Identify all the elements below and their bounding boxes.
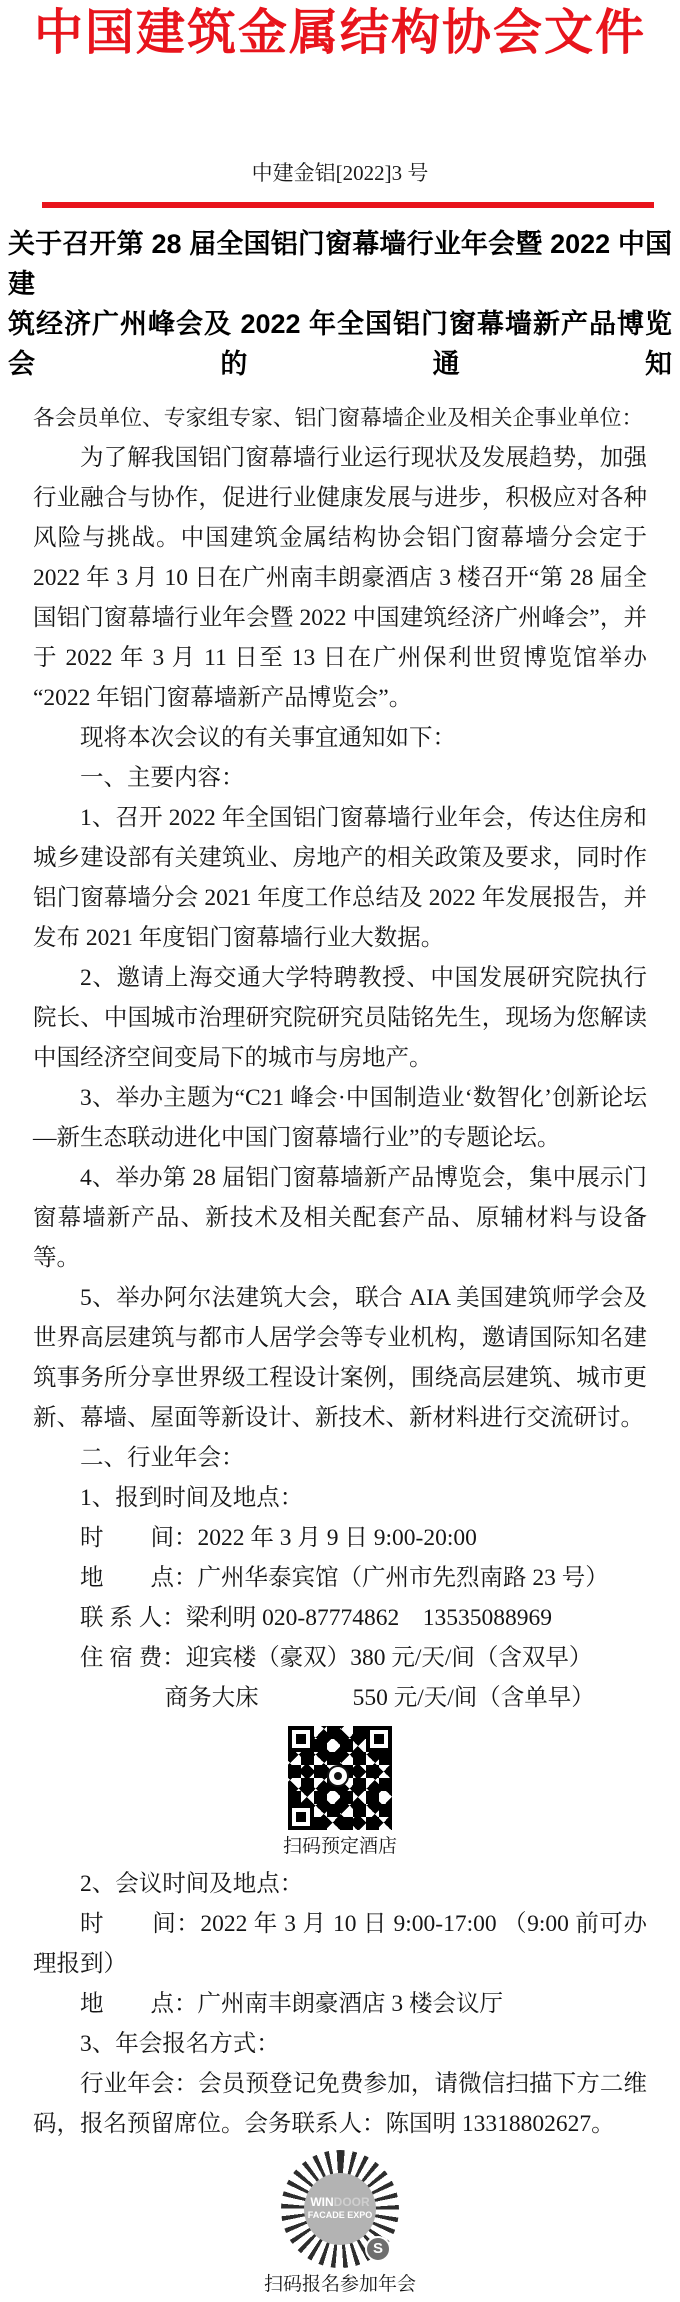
- qr-finder-icon: [366, 1726, 392, 1752]
- expo-logo-facade-text: FACADE EXPO: [307, 2210, 373, 2220]
- section1-item-5: 5、举办阿尔法建筑大会，联合 AIA 美国建筑师学会及世界高层建筑与都市人居学会等专业机构，邀请国际知名建筑事务所分享世界级工程设计案例，围绕高层建筑、城市更新、幕墙、屋面等新设计、新技术、新材料进行交流研讨。: [33, 1285, 647, 1431]
- section1-item-4: 4、举办第 28 届铝门窗幕墙新产品博览会，集中展示门窗幕墙新产品、新技术及相关配套产品、原辅材料与设备等。: [33, 1165, 647, 1271]
- salutation-line: 各会员单位、专家组专家、铝门窗幕墙企业及相关企事业单位：: [33, 406, 644, 430]
- meeting-place-line: 地 点：广州南丰朗豪酒店 3 楼会议厅: [80, 1991, 503, 2017]
- section1-heading: 一、主要内容：: [80, 765, 245, 791]
- signup-qr-caption: 扫码报名参加年会: [263, 2274, 416, 2295]
- expo-logo-badge: [304, 2173, 376, 2245]
- meeting-subheading: 2、会议时间及地点：: [80, 1871, 304, 1897]
- section1-item-3: 3、举办主题为“C21 峰会·中国制造业‘数智化’创新论坛—新生态联动进化中国门窗幕墙行业”的专题论坛。: [33, 1085, 647, 1151]
- section1-item-1: 1、召开 2022 年全国铝门窗幕墙行业年会，传达住房和城乡建设部有关建筑业、房地产的相关政策及要求，同时作铝门窗幕墙分会 2021 年度工作总结及 2022 年发展报告，并发布 2021 年度铝门窗幕墙行业大数据。: [33, 805, 647, 951]
- lodging-fee-line2: 商务大床 550 元/天/间（含单早）: [164, 1685, 595, 1711]
- signup-subheading: 3、年会报名方式：: [80, 2031, 280, 2057]
- red-divider-rule: [42, 202, 654, 208]
- notice-line: 现将本次会议的有关事宜通知如下：: [80, 725, 456, 751]
- registration-contact-line: 联 系 人：梁利明 020-87774862 13535088969: [80, 1605, 552, 1631]
- qr-finder-icon: [288, 1804, 314, 1830]
- registration-place-line: 地 点：广州华泰宾馆（广州市先烈南路 23 号）: [80, 1565, 609, 1591]
- lodging-fee-line1: 住 宿 费：迎宾楼（豪双）380 元/天/间（含双早）: [80, 1645, 593, 1671]
- qr-finder-icon: [288, 1726, 314, 1752]
- document-title-line1: 关于召开第 28 届全国铝门窗幕墙行业年会暨 2022 中国建: [8, 229, 672, 299]
- document-body: [33, 398, 647, 2302]
- section1-item-2: 2、邀请上海交通大学特聘教授、中国发展研究院执行院长、中国城市治理研究院研究员陆铭先生，现场为您解读中国经济空间变局下的城市与房地产。: [33, 965, 647, 1071]
- annual-meeting-signup-qr-code: [281, 2150, 399, 2268]
- hotel-booking-qr-code: [288, 1726, 392, 1830]
- intro-paragraph: 为了解我国铝门窗幕墙行业运行现状及发展趋势，加强行业融合与协作，促进行业健康发展与进步，积极应对各种风险与挑战。中国建筑金属结构协会铝门窗幕墙分会定于 2022 年 3 月 10 日在广州南丰朗豪酒店 3 楼召开“第 28 届全国铝门窗幕墙行业年会暨 2022 中国建筑经济广州峰会”，并于 2022 年 3 月 11 日至 13 日在广州保利世贸博览馆举办“2022 年铝门窗幕墙新产品博览会”。: [33, 445, 647, 711]
- signup-paragraph: 行业年会：会员预登记免费参加，请微信扫描下方二维码，报名预留席位。会务联系人：陈国明 13318802627。: [33, 2071, 647, 2137]
- doc-number: 中建金铝[2022]3 号: [251, 161, 429, 185]
- miniprogram-s-logo-icon: S: [365, 2236, 391, 2262]
- document-title: [8, 224, 672, 384]
- section2-heading: 二、行业年会：: [80, 1445, 245, 1471]
- meeting-time-line: 时 间：2022 年 3 月 10 日 9:00-17:00 （9:00 前可办理报到）: [33, 1911, 647, 1977]
- hotel-qr-caption: 扫码预定酒店: [282, 1836, 397, 1857]
- expo-logo-windoor-text: WINDOOR: [310, 2195, 370, 2209]
- registration-time-line: 时 间：2022 年 3 月 9 日 9:00-20:00: [80, 1525, 477, 1551]
- document-title-line2: 筑经济广州峰会及 2022 年全国铝门窗幕墙新产品博览会的通知: [8, 309, 672, 379]
- org-letterhead-title: 中国建筑金属结构协会文件: [33, 5, 646, 60]
- registration-subheading: 1、报到时间及地点：: [80, 1485, 304, 1511]
- association-logo-icon: [327, 1765, 349, 1787]
